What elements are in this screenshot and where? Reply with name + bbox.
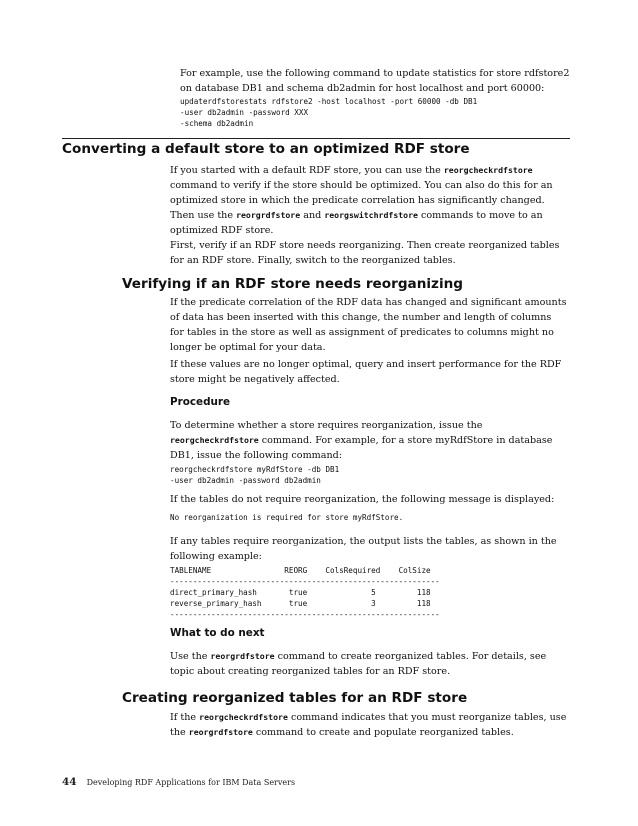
procedure-code-example: reorgcheckrdfstore myRdfStore -db DB1 -user db2admin -password db2admin [170, 465, 340, 485]
page-number: 44 [62, 776, 77, 788]
section2-paragraph-1: If the predicate correlation of the RDF data has changed and significant amounts of data has been inserted with this change, the number and length of columns for tables in the store as well as assignment of predicates to columns might no longer be optimal for your data. [170, 297, 567, 353]
section1-paragraph-2: First, verify if an RDF store needs reorganizing. Then create reorganized tables for an RDF store. Finally, switch to the reorganized tables. [170, 240, 560, 266]
reorg-table-output: TABLENAME REORG ColsRequired ColSize ----------------------------------------------------------- direct_primary_hash true 5 118 reverse_primary_hash true 3 118 ----------------------------------------------------------- [170, 566, 440, 619]
procedure-paragraph: To determine whether a store requires reorganization, issue the reorgcheckrdfstore command. For example, for a store myRdfStore in database DB1, issue the following command: [170, 420, 553, 461]
section2-paragraph-2: If these values are no longer optimal, query and insert performance for the RDF store might be negatively affected. [170, 359, 562, 385]
intro-paragraph: For example, use the following command to update statistics for store rdfstore2 on database DB1 and schema db2admin for host localhost and port 60000: [180, 68, 570, 94]
subsection-heading-creating: Creating reorganized tables for an RDF store [122, 690, 468, 706]
no-reorg-message: No reorganization is required for store myRdfStore. [170, 513, 404, 522]
reorg-paragraph: If any tables require reorganization, the output lists the tables, as shown in the following example: [170, 536, 557, 562]
book-title: Developing RDF Applications for IBM Data Servers [86, 778, 296, 787]
command-reorgcheckrdfstore: reorgcheckrdfstore [170, 435, 259, 445]
subsection-heading-verifying: Verifying if an RDF store needs reorganizing [122, 276, 464, 292]
command-reorgcheckrdfstore: reorgcheckrdfstore [443, 165, 533, 175]
no-reorg-paragraph: If the tables do not require reorganization, the following message is displayed: [170, 494, 555, 505]
section1-paragraph-1: If you started with a default RDF store, you can use the reorgcheckrdfstore command to verify if the store should be optimized. You can also do this for an optimized store in which the predicate correlation has significantly changed. Then use the reorgrdfstore and reorgswitchrdfstore commands to move to an optimized RDF store. [170, 165, 553, 236]
section3-paragraph-1: If the reorgcheckrdfstore command indicates that you must reorganize tables, use the reorgrdfstore command to create and populate reorganized tables. [170, 712, 567, 738]
command-reorgrdfstore: reorgrdfstore [210, 651, 275, 661]
command-reorgcheckrdfstore: reorgcheckrdfstore [199, 712, 288, 722]
section-heading-converting: Converting a default store to an optimized RDF store [62, 141, 470, 157]
command-reorgrdfstore: reorgrdfstore [188, 727, 253, 737]
intro-code-example: updaterdfstorestats rdfstore2 -host localhost -port 60000 -db DB1 -user db2admin -password XXX -schema db2admin [180, 97, 478, 128]
section-rule [62, 138, 570, 139]
what-to-do-next-paragraph: Use the reorgrdfstore command to create reorganized tables. For details, see topic about creating reorganized tables for an RDF store. [170, 651, 547, 677]
procedure-heading: Procedure [170, 396, 231, 408]
command-reorgswitchrdfstore: reorgswitchrdfstore [324, 210, 418, 220]
command-reorgrdfstore: reorgrdfstore [236, 210, 301, 220]
page-footer [62, 776, 295, 789]
what-to-do-next-heading: What to do next [170, 627, 265, 639]
